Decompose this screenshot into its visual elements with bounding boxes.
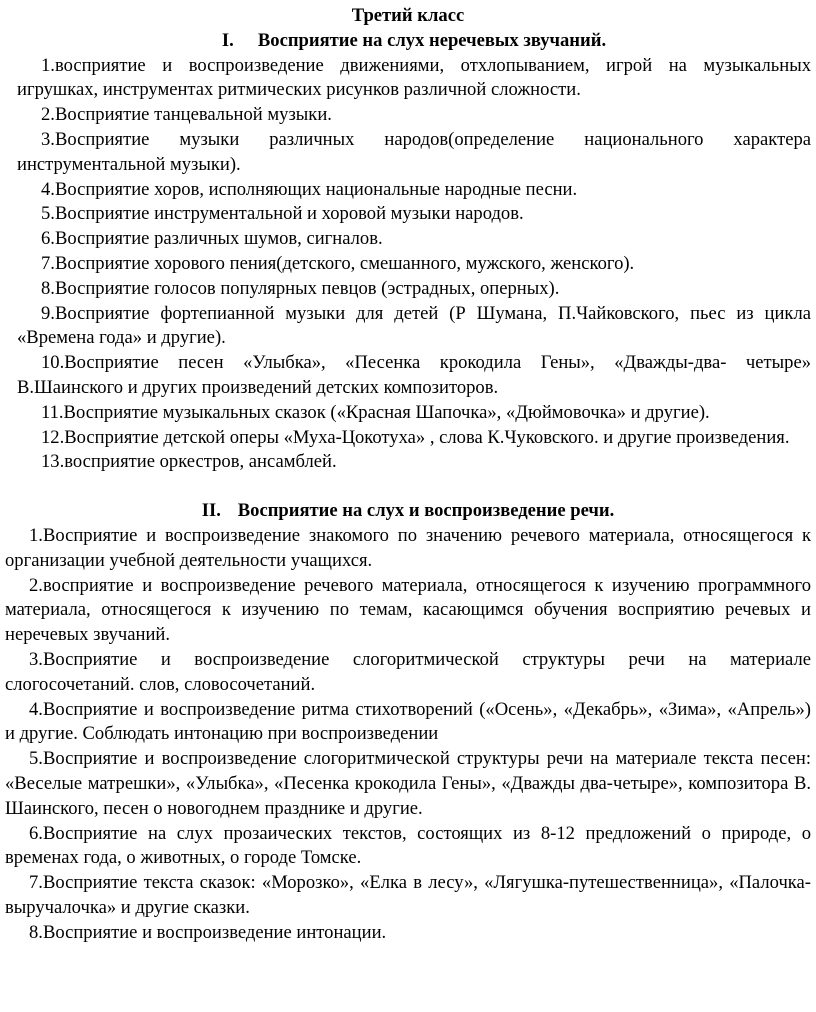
section-number: I. xyxy=(221,29,234,51)
list-item: 8.Восприятие и воспроизведение интонации. xyxy=(29,921,387,943)
section-heading xyxy=(17,29,811,54)
list-item: 2.восприятие и воспроизведение речевого материала, относящегося к изучению программного материала, относящегося к изучению по темам, касающимся обучения восприятию речевых и неречевых звучаний. xyxy=(5,574,811,646)
list-item: 2.Восприятие танцевальной музыки. xyxy=(41,104,332,126)
section-1-items xyxy=(17,54,811,476)
list-item: 4.Восприятие хоров, исполняющих национальные народные песни. xyxy=(41,178,578,200)
section-2-items xyxy=(5,524,811,946)
section-heading xyxy=(5,499,811,524)
section-number: II. xyxy=(201,500,221,522)
list-item: 13.восприятие оркестров, ансамблей. xyxy=(41,451,337,473)
list-item: 5.Восприятие инструментальной и хоровой музыки народов. xyxy=(41,203,524,225)
list-item: 7.Восприятие текста сказок: «Морозко», «Елка в лесу», «Лягушка-путешественница», «Палочка-выручалочка» и другие сказки. xyxy=(5,872,811,918)
list-item: 12.Восприятие детской оперы «Муха-Цокотуха» , слова К.Чуковского. и другие произведения. xyxy=(41,426,790,448)
list-item: 3.Восприятие и воспроизведение слогоритмической структуры речи на материале слогосочетаний. слов, словосочетаний. xyxy=(5,648,811,695)
list-item: 6.Восприятие на слух прозаических текстов, состоящих из 8-12 предложений о природе, о временах года, о животных, о городе Томске. xyxy=(5,822,811,869)
list-item: 11.Восприятие музыкальных сказок («Красная Шапочка», «Дюймовочка» и другие). xyxy=(41,401,710,423)
list-item: 7.Восприятие хорового пения(детского, смешанного, мужского, женского). xyxy=(41,252,635,274)
section-2 xyxy=(5,499,811,945)
list-item: 4.Восприятие и воспроизведение ритма стихотворений («Осень», «Декабрь», «Зима», «Апрель») и другие. Соблюдать интонацию при воспроизведении xyxy=(5,698,811,745)
section-title: Восприятие на слух неречевых звучаний. xyxy=(257,29,607,51)
list-item: 5.Восприятие и воспроизведение слогоритмической структуры речи на материале текста песен: «Веселые матрешки», «Улыбка», «Песенка крокодила Гены», «Дважды два-четыре», композитора В. Шаинского, песен о новогоднем празднике и другие. xyxy=(5,748,811,819)
section-title: Восприятие на слух и воспроизведение речи. xyxy=(237,500,615,522)
list-item: 6.Восприятие различных шумов, сигналов. xyxy=(41,228,383,250)
list-item: 3.Восприятие музыки различных народов(определение национального характера инструментальной музыки). xyxy=(17,128,811,175)
list-item: 9.Восприятие фортепианной музыки для детей (Р Шумана, П.Чайковского, пьес из цикла «Времена года» и другие). xyxy=(17,302,811,349)
list-item: 10.Восприятие песен «Улыбка», «Песенка крокодила Гены», «Дважды-два- четыре» В.Шаинского и других произведений детских композиторов. xyxy=(17,352,811,398)
list-item: 1.Восприятие и воспроизведение знакомого по значению речевого материала, относящегося к организации учебной деятельности учащихся. xyxy=(5,524,811,571)
section-1 xyxy=(5,29,811,475)
list-item: 1.восприятие и воспроизведение движениями, отхлопыванием, игрой на музыкальных игрушках, инструментах ритмических рисунков различной сложности. xyxy=(17,54,811,101)
page-title: Третий класс xyxy=(351,5,465,26)
list-item: 8.Восприятие голосов популярных певцов (эстрадных, оперных). xyxy=(41,277,560,299)
document-page xyxy=(5,0,811,945)
